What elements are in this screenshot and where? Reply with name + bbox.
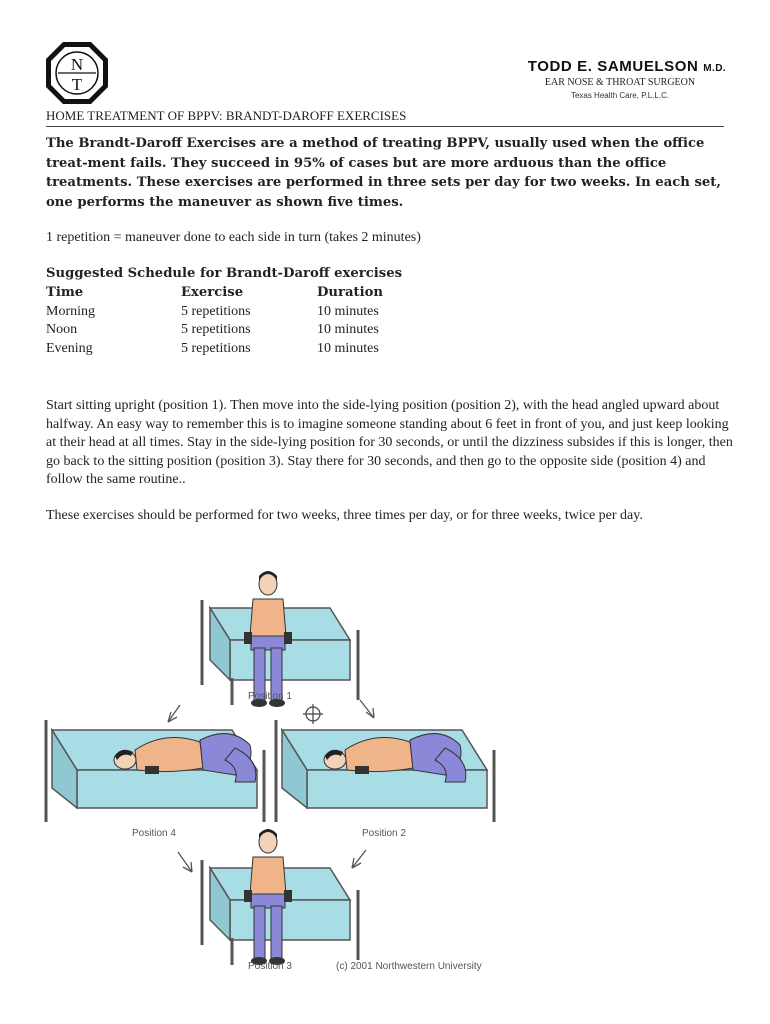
schedule-cell: 10 minutes — [317, 340, 379, 356]
position-1-figure — [202, 571, 358, 707]
position-2-figure — [276, 720, 494, 822]
position-4-figure — [46, 720, 264, 822]
schedule-header-duration: Duration — [317, 285, 384, 300]
copyright-notice: (c) 2001 Northwestern University — [336, 961, 482, 972]
logo-letter-t: T — [71, 75, 83, 94]
title-divider — [46, 126, 724, 127]
doctor-role: EAR NOSE & THROAT SURGEON — [544, 77, 696, 88]
position-2-label: Position 2 — [362, 828, 406, 839]
repetition-note: 1 repetition = maneuver done to each side in turn (takes 2 minutes) — [46, 230, 421, 245]
schedule-header-exercise: Exercise — [181, 285, 244, 300]
instructions-paragraph: Start sitting upright (position 1). Then move into the side-lying position (position 2), with the head angled upward about halfway. An easy way to remember this is to imagine someone standing about 6 feet in front of you, and just keep looking at their head at all times. Stay in the side-lying position for 30 seconds, or until the dizziness subsides if this is longer, then go back to the sitting position (position 3). Stay there for 30 seconds, and then go to the opposite side (position 4) and follow the same routine.. — [46, 398, 733, 488]
schedule-cell: 5 repetitions — [181, 340, 251, 356]
position-3-figure — [202, 829, 358, 965]
schedule-title: Suggested Schedule for Brandt-Daroff exercises — [46, 266, 403, 281]
logo-letter-n: N — [70, 55, 84, 74]
schedule-row — [46, 304, 437, 323]
doctor-name-text: TODD E. SAMUELSON — [527, 58, 699, 75]
schedule-cell: 5 repetitions — [181, 322, 251, 337]
schedule-header-row — [46, 285, 437, 304]
organization: Texas Health Care, P.L.L.C. — [570, 91, 670, 100]
schedule-cell: Morning — [46, 303, 95, 319]
schedule-cell: Noon — [46, 322, 78, 337]
schedule-table — [46, 285, 437, 359]
schedule-row — [46, 341, 437, 360]
frequency-paragraph: These exercises should be performed for two weeks, three times per day, or for three weeks, twice per day. — [46, 508, 643, 523]
schedule-cell: Evening — [46, 340, 93, 356]
doctor-suffix: M.D. — [703, 63, 726, 74]
doctor-name — [528, 58, 726, 75]
position-4-label: Position 4 — [132, 828, 176, 839]
brandt-daroff-illustration — [40, 560, 500, 980]
intro-paragraph: The Brandt-Daroff Exercises are a method of treating BPPV, usually used when the office treat-ment fails. They succeed in 95% of cases but are more arduous than the office treatments. These exercises are performed in three sets per day for two weeks. In each set, one performs the maneuver as shown five times. — [46, 136, 721, 210]
schedule-cell: 10 minutes — [317, 322, 379, 337]
schedule-row — [46, 322, 437, 341]
position-1-label: Position 1 — [248, 691, 292, 702]
schedule-cell: 5 repetitions — [181, 303, 251, 319]
schedule-header-time: Time — [46, 285, 84, 300]
schedule-cell: 10 minutes — [317, 303, 379, 319]
position-3-label: Position 3 — [248, 961, 292, 972]
target-crosshair-icon — [303, 704, 323, 724]
document-title: HOME TREATMENT OF BPPV: BRANDT-DAROFF EXERCISES — [46, 108, 407, 123]
nt-logo — [44, 40, 110, 106]
